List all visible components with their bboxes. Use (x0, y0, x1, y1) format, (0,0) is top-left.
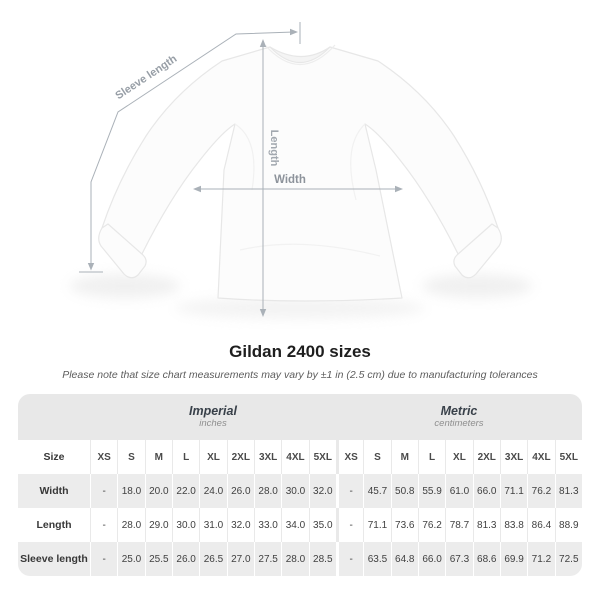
measurement-cell: 66.0 (418, 542, 445, 576)
size-header-row (18, 440, 582, 474)
measurement-cell: 35.0 (309, 508, 336, 542)
measurement-cell: 26.0 (172, 542, 199, 576)
measurement-cell: 72.5 (555, 542, 582, 576)
tolerance-note: Please note that size chart measurements may vary by ±1 in (2.5 cm) due to manufacturing tolerances (62, 369, 538, 381)
measurement-cell: 67.3 (445, 542, 472, 576)
measurement-cell: 68.6 (473, 542, 500, 576)
measurement-cell: 83.8 (500, 508, 527, 542)
measurement-cell: 61.0 (445, 474, 472, 508)
measurement-cell: 76.2 (418, 508, 445, 542)
measurement-cell: 64.8 (391, 542, 418, 576)
size-col-header: XL (445, 440, 472, 474)
measurement-cell: 88.9 (555, 508, 582, 542)
measurement-cell: 66.0 (473, 474, 500, 508)
measurement-cell: 26.0 (227, 474, 254, 508)
imperial-label: Imperial (189, 404, 237, 418)
measurement-cell: 18.0 (117, 474, 144, 508)
size-col-header: 3XL (500, 440, 527, 474)
measurement-cell: 27.5 (254, 542, 281, 576)
measurement-cell: - (90, 542, 117, 576)
measurement-cell: 28.5 (309, 542, 336, 576)
imperial-group-header (90, 394, 336, 440)
measurement-cell: 73.6 (391, 508, 418, 542)
sleeve-length-label: Sleeve length (113, 52, 180, 103)
measurement-cell: 50.8 (391, 474, 418, 508)
size-col-header: M (391, 440, 418, 474)
page-title: Gildan 2400 sizes (229, 342, 371, 361)
metric-label: Metric (440, 404, 478, 418)
row-label-sleeve-length: Sleeve length (20, 553, 88, 565)
measurement-cell: 28.0 (281, 542, 308, 576)
unit-group-header-row (18, 394, 582, 440)
size-col-header: XS (90, 440, 117, 474)
width-label: Width (274, 174, 306, 186)
measurement-cell: 63.5 (363, 542, 390, 576)
measurement-cell: 27.0 (227, 542, 254, 576)
measurement-cell: 69.9 (500, 542, 527, 576)
size-chart-table (18, 394, 582, 576)
measurement-cell: 29.0 (145, 508, 172, 542)
size-col-header: 2XL (227, 440, 254, 474)
size-col-header: 4XL (281, 440, 308, 474)
size-header-label: Size (43, 451, 65, 463)
measurement-cell: 71.1 (500, 474, 527, 508)
size-col-header: L (418, 440, 445, 474)
size-col-header: 5XL (309, 440, 336, 474)
size-col-header: 3XL (254, 440, 281, 474)
measurement-cell: 31.0 (199, 508, 226, 542)
metric-group-header (336, 394, 582, 440)
measurement-cell: 45.7 (363, 474, 390, 508)
size-col-header: XS (336, 440, 363, 474)
corner-cell (18, 394, 90, 440)
measurement-cell: 86.4 (527, 508, 554, 542)
measurement-cell: - (336, 542, 363, 576)
measurement-cell: 33.0 (254, 508, 281, 542)
measurement-cell: 55.9 (418, 474, 445, 508)
measurement-cell: 20.0 (145, 474, 172, 508)
measurement-cell: - (336, 508, 363, 542)
measurement-cell: 25.0 (117, 542, 144, 576)
measurement-cell: 25.5 (145, 542, 172, 576)
measurement-cell: 26.5 (199, 542, 226, 576)
measurement-cell: - (90, 474, 117, 508)
measurement-cell: 28.0 (254, 474, 281, 508)
measurement-cell: 71.1 (363, 508, 390, 542)
table-row-length (18, 508, 582, 542)
measurement-cell: 78.7 (445, 508, 472, 542)
table-row-sleeve-length (18, 542, 582, 576)
length-label: Length (268, 129, 280, 167)
measurement-cell: 32.0 (227, 508, 254, 542)
size-col-header: L (172, 440, 199, 474)
measurement-cell: - (336, 474, 363, 508)
shirt-image (99, 45, 502, 301)
measurement-cell: 76.2 (527, 474, 554, 508)
measurement-cell: 81.3 (555, 474, 582, 508)
size-col-header: XL (199, 440, 226, 474)
measurement-cell: 24.0 (199, 474, 226, 508)
size-col-header: M (145, 440, 172, 474)
size-col-header: 5XL (555, 440, 582, 474)
size-col-header: 2XL (473, 440, 500, 474)
table-row-width (18, 474, 582, 508)
measurement-cell: 81.3 (473, 508, 500, 542)
size-col-header: S (363, 440, 390, 474)
measurement-cell: 28.0 (117, 508, 144, 542)
measurement-cell: 30.0 (172, 508, 199, 542)
measurement-cell: 32.0 (309, 474, 336, 508)
metric-sublabel: centimeters (434, 418, 484, 429)
size-col-header: 4XL (527, 440, 554, 474)
size-col-header: S (117, 440, 144, 474)
measurement-cell: 30.0 (281, 474, 308, 508)
row-label-width: Width (39, 485, 69, 497)
measurement-cell: 34.0 (281, 508, 308, 542)
measurement-cell: - (90, 508, 117, 542)
measurement-cell: 22.0 (172, 474, 199, 508)
row-label-length: Length (36, 519, 72, 531)
measurement-cell: 71.2 (527, 542, 554, 576)
imperial-sublabel: inches (199, 418, 227, 429)
